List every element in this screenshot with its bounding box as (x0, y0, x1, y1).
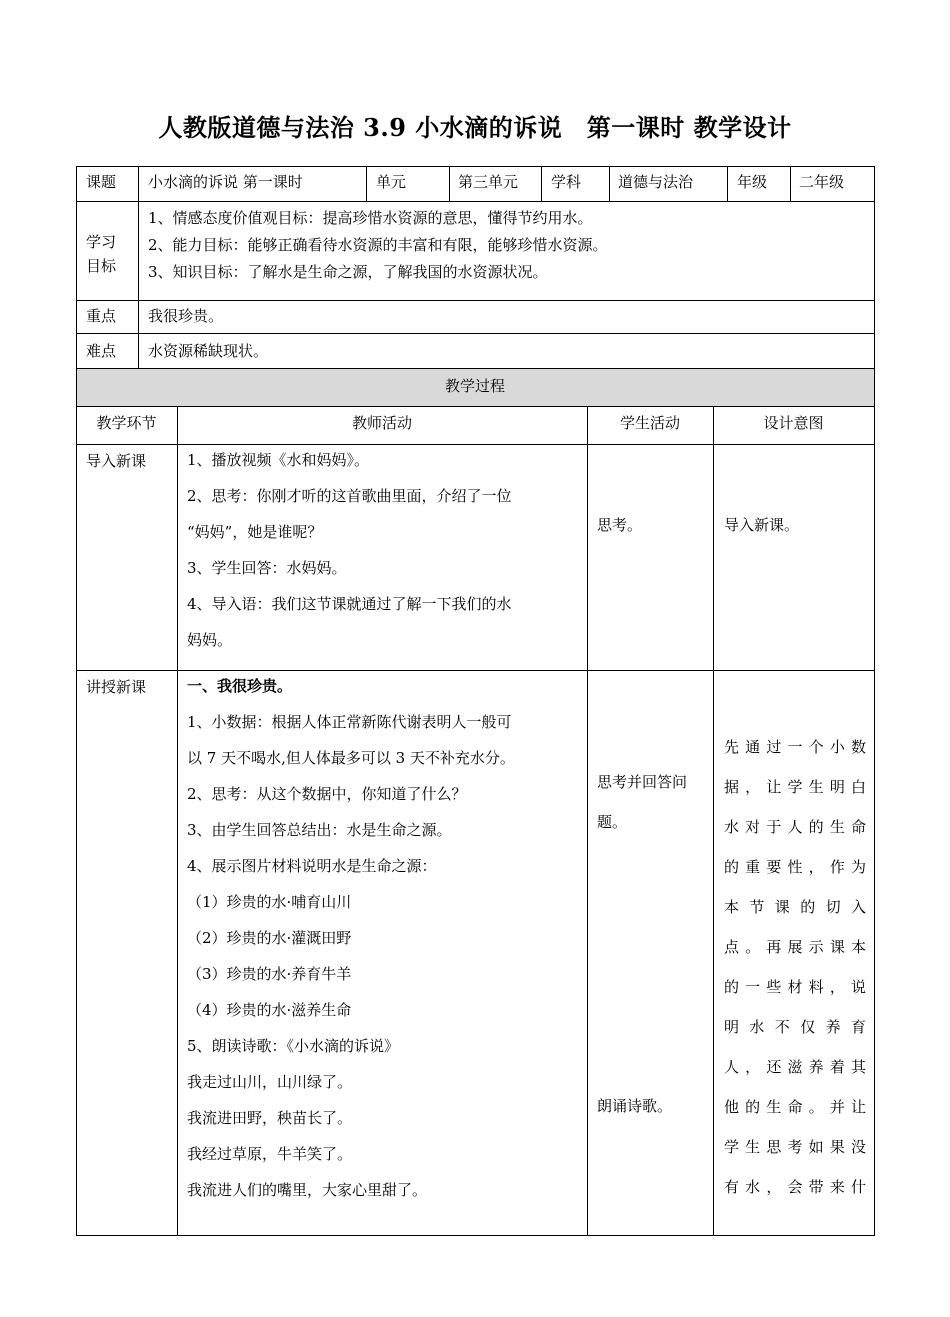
intent-line: 的一些材料，说 (724, 978, 866, 996)
teacher-heading (187, 668, 515, 704)
teacher-line: 1、播放视频《水和妈妈》。 (187, 451, 370, 469)
rule (76, 166, 875, 167)
stage-label: 导入新课 (86, 452, 147, 470)
student-activity-2: 朗诵诗歌。 (597, 1097, 673, 1115)
difficulty-value: 水资源稀缺现状。 (148, 342, 269, 360)
teacher-line: 我流进田野，秧苗长了。 (187, 1109, 353, 1127)
teacher-line: 妈妈。 (187, 631, 233, 649)
teacher-line: “妈妈”，她是谁呢？ (187, 523, 323, 541)
intent-line: 点。再展示课本 (724, 938, 866, 956)
teacher-line: 1、小数据：根据人体正常新陈代谢表明人一般可 (187, 713, 512, 731)
goal-item: 2、能力目标：能够正确看待水资源的丰富和有限，能够珍惜水资源。 (148, 236, 608, 254)
teacher-line: 我经过草原，牛羊笑了。 (187, 1145, 353, 1163)
unit-value: 第三单元 (458, 173, 519, 191)
teacher-activity (187, 442, 512, 658)
key-point-label: 重点 (86, 307, 117, 325)
topic-label: 课题 (86, 173, 117, 191)
column-header: 教学环节 (96, 414, 157, 432)
goals-list (148, 205, 608, 286)
unit-label: 单元 (376, 173, 407, 191)
teacher-activity (187, 668, 515, 1208)
difficulty-label: 难点 (86, 342, 117, 360)
intent-line: 有水，会带来什 (724, 1178, 866, 1196)
stage-label: 讲授新课 (86, 678, 147, 696)
goals-label-line: 目标 (86, 257, 117, 275)
rule (587, 406, 588, 1235)
teacher-line: 2、思考：从这个数据中，你知道了什么？ (187, 785, 467, 803)
intent-line: 水对于人的生命 (724, 818, 866, 836)
intent-line: 人，还滋养着其 (724, 1058, 866, 1076)
rule (541, 166, 542, 201)
intent-line: 据，让学生明白 (724, 778, 866, 796)
rule (138, 166, 139, 368)
rule (177, 406, 178, 1235)
teacher-line: （3）珍贵的水·养育牛羊 (187, 965, 352, 983)
teacher-line: 我流进人们的嘴里，大家心里甜了。 (187, 1181, 428, 1199)
rule (76, 406, 875, 407)
column-header: 教师活动 (351, 414, 412, 432)
teacher-line: 2、思考：你刚才听的这首歌曲里面，介绍了一位 (187, 487, 512, 505)
subject-value: 道德与法治 (618, 173, 694, 191)
goals-label (86, 230, 116, 278)
rule (76, 201, 875, 202)
rule (713, 406, 714, 1235)
teacher-line: 以 7 天不喝水,但人体最多可以 3 天不补充水分。 (187, 749, 515, 767)
grade-value: 二年级 (799, 173, 845, 191)
design-intent (724, 727, 866, 1207)
rule (609, 166, 610, 201)
intent-line: 学生思考如果没 (724, 1138, 866, 1156)
teacher-line: （2）珍贵的水·灌溉田野 (187, 929, 352, 947)
teacher-line: 4、导入语：我们这节课就通过了解一下我们的水 (187, 595, 512, 613)
grade-label: 年级 (737, 173, 768, 191)
teacher-line: 4、展示图片材料说明水是生命之源： (187, 857, 437, 875)
rule (366, 166, 367, 201)
rule (790, 166, 791, 201)
rule (76, 333, 875, 334)
goal-item: 1、情感态度价值观目标：提高珍惜水资源的意思，懂得节约用水。 (148, 209, 593, 227)
goals-label-line: 学习 (86, 233, 117, 251)
student-activity (597, 762, 687, 842)
topic-value: 小水滴的诉说 第一课时 (148, 173, 303, 191)
subject-label: 学科 (551, 173, 582, 191)
intent-line: 先通过一个小数 (724, 738, 866, 756)
teacher-line: 3、由学生回答总结出：水是生命之源。 (187, 821, 452, 839)
student-line: 思考并回答问 (597, 773, 688, 791)
teacher-line: （1）珍贵的水·哺育山川 (187, 893, 352, 911)
intent-line: 明水不仅养育 (724, 1018, 866, 1036)
intent-line: 他的生命。并让 (724, 1098, 866, 1116)
rule (727, 166, 728, 201)
process-header: 教学过程 (444, 377, 505, 395)
rule (76, 300, 875, 301)
rule (874, 166, 875, 1236)
rule (76, 1235, 875, 1236)
teacher-heading-text: 一、我很珍贵。 (187, 677, 293, 695)
rule (76, 166, 77, 1236)
student-activity: 思考。 (597, 516, 643, 534)
column-header: 学生活动 (619, 414, 680, 432)
student-line: 题。 (597, 813, 628, 831)
teacher-line: （4）珍贵的水·滋养生命 (187, 1001, 352, 1019)
teacher-line: 我走过山川，山川绿了。 (187, 1073, 353, 1091)
rule (76, 368, 875, 369)
goal-item: 3、知识目标：了解水是生命之源，了解我国的水资源状况。 (148, 263, 548, 281)
teacher-line: 3、学生回答：水妈妈。 (187, 559, 347, 577)
intent-line: 本节课的切入 (724, 898, 866, 916)
design-intent: 导入新课。 (724, 516, 800, 534)
teacher-line: 5、朗读诗歌：《小水滴的诉说》 (187, 1037, 400, 1055)
column-header: 设计意图 (763, 414, 824, 432)
page-title: 人教版道德与法治 3.9 小水滴的诉说 第一课时 教学设计 (158, 113, 792, 142)
key-point-value: 我很珍贵。 (148, 307, 224, 325)
intent-line: 的重要性，作为 (724, 858, 866, 876)
rule (449, 166, 450, 201)
